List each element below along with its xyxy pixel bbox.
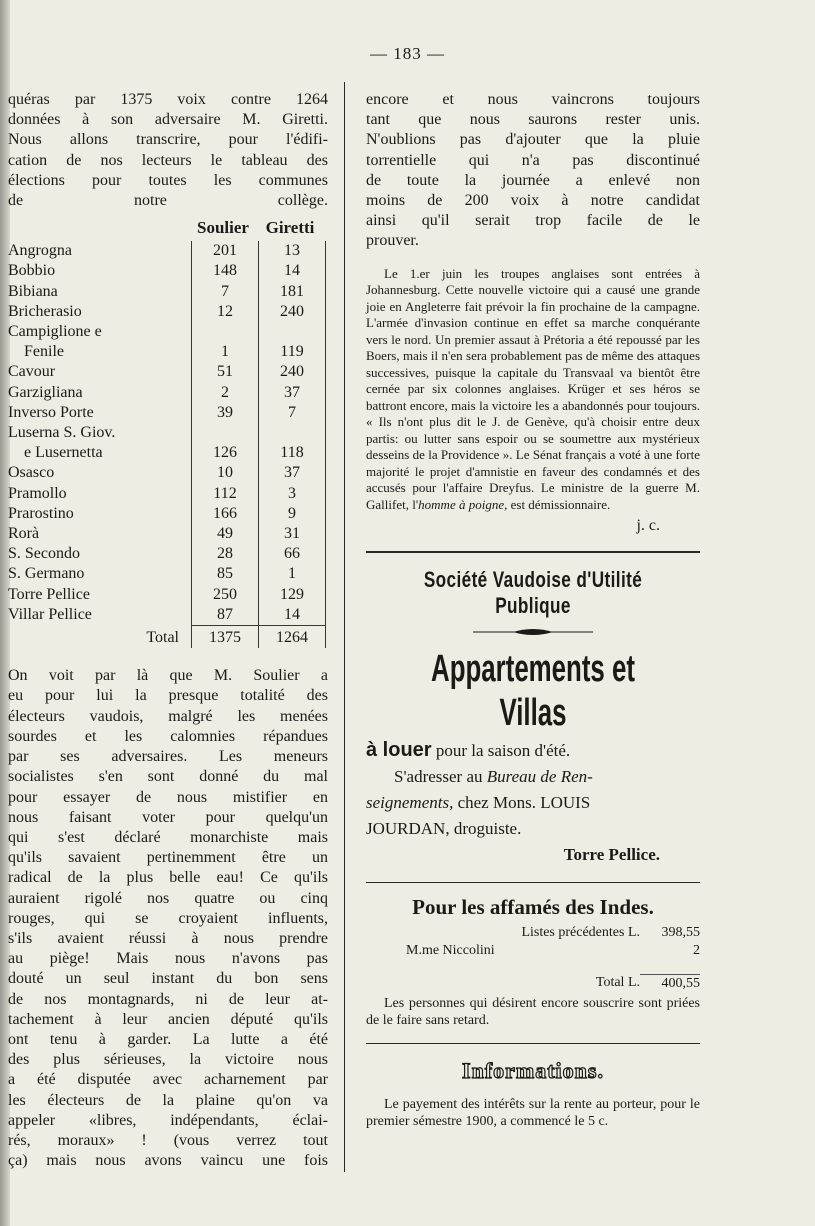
commune-name: e Lusernetta [8, 444, 103, 462]
soulier-votes: 1 [192, 342, 259, 362]
text-line: les électeurs de la plaine qu'on va [8, 1091, 328, 1109]
text-line: rouges, qui se croyaient influents, [8, 909, 328, 927]
text-line: douté un seul instant du bon sens [8, 970, 328, 988]
text-line: prouver. [366, 232, 419, 250]
giretti-votes: 66 [259, 544, 326, 564]
soulier-votes: 126 [192, 443, 259, 463]
famine-total-label: Total L. [595, 975, 640, 991]
giretti-votes: 37 [259, 383, 326, 403]
text-line: ainsi qu'il serait trop facile de le [366, 212, 700, 230]
ad-line-2-italic: Bureau de Ren- [486, 767, 593, 787]
text-line: sourdes et les calomnies répandues [8, 727, 328, 745]
commune-name: S. Germano [8, 565, 85, 583]
text-line: tachement à leur ancien député qu'ils [8, 1010, 328, 1028]
text-line: appeler «libres, indépendants, éclai- [8, 1111, 328, 1129]
info-paragraph: Le payement des intérêts sur la rente au porteur, pour le premier sémestre 1900, a commencé le 5 c. [366, 1097, 700, 1130]
ad-line-3 [366, 792, 700, 814]
giretti-votes: 119 [259, 342, 326, 362]
commune-name: Bibiana [8, 282, 58, 300]
text-line: eu pour lui la presque totalité des [8, 687, 328, 705]
text-line: auraient rigolé nos quatre ou cinq [8, 889, 328, 907]
giretti-votes: 181 [259, 282, 326, 302]
list-item-value: 398,55 [661, 925, 700, 941]
total-giretti: 1264 [259, 626, 326, 649]
table-row [8, 585, 326, 605]
giretti-votes [259, 423, 326, 443]
giretti-votes [259, 322, 326, 342]
ornament-divider [473, 627, 593, 637]
commune-name: Osasco [8, 464, 55, 482]
famine-list [366, 924, 700, 960]
section-rule [366, 551, 700, 553]
right-column [366, 90, 700, 1130]
column-divider [344, 82, 345, 1172]
soulier-votes: 250 [192, 585, 259, 605]
table-row [8, 484, 326, 504]
table-row [8, 463, 326, 483]
giretti-votes: 118 [259, 443, 326, 463]
soulier-votes: 12 [192, 302, 259, 322]
text-line: élections pour toutes les communes [8, 171, 328, 189]
table-row [8, 342, 326, 362]
table-row [8, 322, 326, 342]
list-item-value: 2 [693, 943, 700, 959]
text-line: au piège! Mais nous n'avons pas [8, 950, 328, 968]
table-row [8, 241, 326, 261]
text-line: moins de 200 voix à notre candidat [366, 192, 700, 210]
ad-line-1 [366, 739, 700, 762]
section-rule-3 [366, 1043, 700, 1044]
total-label: Total [146, 628, 179, 646]
commune-name: Cavour [8, 363, 56, 381]
text-line: ça) mais nous avons vaincu une fois [8, 1152, 328, 1170]
table-row [8, 403, 326, 423]
total-soulier: 1375 [192, 626, 259, 649]
text-line: de notre collège. [8, 192, 328, 210]
soulier-votes: 28 [192, 544, 259, 564]
giretti-votes: 7 [259, 403, 326, 423]
ad-headline: Appartements et Villas [431, 648, 635, 735]
giretti-votes: 14 [259, 605, 326, 626]
text-line: par ses adversaires. Les meneurs [8, 748, 328, 766]
giretti-votes: 240 [259, 302, 326, 322]
col-header-giretti: Giretti [265, 218, 315, 238]
soulier-votes: 51 [192, 362, 259, 382]
ad-line-3-italic: seignements, [366, 793, 454, 813]
ad-line-3-rest: chez Mons. LOUIS [453, 793, 591, 813]
commune-name: Bobbio [8, 262, 56, 280]
text-line: qu'ils savaient pertinemment être un [8, 849, 328, 867]
commune-name: Campiglione e [8, 323, 102, 341]
giretti-votes: 13 [259, 241, 326, 261]
text-line: de toute la journée a enlevé non [366, 171, 700, 189]
text-line: encore et nous vaincrons toujours [366, 91, 700, 108]
table-row [8, 423, 326, 443]
table-row [8, 564, 326, 584]
famine-total-value: 400,55 [640, 974, 700, 993]
table-row [8, 605, 326, 626]
table-row [8, 261, 326, 281]
commune-name: Pramollo [8, 484, 67, 502]
col-header-soulier: Soulier [197, 218, 249, 238]
ad-bold-text: à louer [366, 739, 432, 762]
section-rule-2 [366, 882, 700, 883]
news-text: Le 1.er juin les troupes anglaises sont entrées à Johannesburg. Cette nouvelle victoire qui a causé une grande joie en Angleterre fait prévoir la fin prochaine de la campagne. L'armée d'invasion continue en effet sa marche conquérante vers le nord. Un premier assaut à Prétoria a été repoussé par les Boers, mais il n'en sera probablement pas de même des attaques successives, puisque la capitale du Transvaal va bientôt être cernée par six colonnes anglaises. Krüger et ses héros se battront encore, mais la victoire les a abandonnés pour toujours. « Ils n'ont plus dit le J. de Genève, qu'à choisir entre deux partis: ou lutter sans espoir ou se soumettre aux mystérieux desseins de la Providence ». Le Sénat français a voté à une forte majorité le projet d'amnistie en faveur des condamnés et des accusés pour l'affaire Dreyfus. Le ministre de la guerre M. Gallifet, l' [366, 265, 700, 512]
soulier-votes: 49 [192, 524, 259, 544]
text-line: radical de la plus belle eau! Ce qu'ils [8, 869, 328, 887]
giretti-votes: 129 [259, 585, 326, 605]
table-row [8, 282, 326, 302]
famine-title: Pour les affamés des Indes. [412, 895, 654, 920]
soulier-votes: 7 [192, 282, 259, 302]
text-line: s'ils avaient réussi à nous prendre [8, 929, 328, 947]
commune-name: Angrogna [8, 242, 72, 260]
giretti-votes: 9 [259, 504, 326, 524]
body-text [8, 666, 328, 1171]
commune-name: S. Secondo [8, 545, 80, 563]
table-row [8, 544, 326, 564]
commune-name: Prarostino [8, 504, 74, 522]
commune-name: Inverso Porte [8, 403, 94, 421]
left-column [8, 90, 328, 1171]
commune-name: Villar Pellice [8, 606, 92, 624]
famine-total [366, 974, 700, 993]
giretti-votes: 37 [259, 463, 326, 483]
text-line: On voit par là que M. Soulier a [8, 667, 328, 685]
text-line: qui s'est déclaré monarchiste mais [8, 828, 328, 846]
commune-name: Torre Pellice [8, 585, 90, 603]
text-line: ont tenu à garder. La lutte a été [8, 1030, 328, 1048]
text-line: rés, moraux» ! (vous verrez tout [8, 1131, 328, 1149]
soulier-votes: 2 [192, 383, 259, 403]
text-line: quéras par 1375 voix contre 1264 [8, 91, 328, 108]
soulier-votes: 166 [192, 504, 259, 524]
soulier-votes: 10 [192, 463, 259, 483]
ad-line-1-rest: pour la saison d'été. [431, 741, 571, 761]
text-line: de nos montagnards, ni de leur at- [8, 990, 328, 1008]
list-item-label: Listes précédentes L. [521, 925, 640, 941]
text-line: pour essayer de nous mistifier en [8, 788, 328, 806]
list-item-label: M.me Niccolini [406, 943, 495, 959]
table-row [8, 524, 326, 544]
commune-name: Rorà [8, 525, 40, 543]
giretti-votes: 3 [259, 484, 326, 504]
table-total-row [8, 626, 326, 649]
text-line: cation de nos lecteurs le tableau des [8, 151, 328, 169]
text-line: a été disputée avec acharnement par [8, 1071, 328, 1089]
intro-text [8, 90, 328, 211]
signature: j. c. [636, 517, 660, 535]
ad-line-5: Torre Pellice. [563, 845, 660, 865]
table-row [8, 362, 326, 382]
text-line: données à son adversaire M. Giretti. [8, 111, 328, 129]
news-italic: homme à poigne [418, 496, 505, 512]
list-item [366, 924, 700, 942]
table-row [8, 302, 326, 322]
page-number: — 183 — [370, 44, 445, 63]
continued-text [366, 90, 700, 252]
table-row [8, 443, 326, 463]
text-line: torrentielle qui n'a pas discontinué [366, 151, 700, 169]
text-line: nous faisant voter pour quelqu'un [8, 808, 328, 826]
commune-name: Garzigliana [8, 383, 83, 401]
giretti-votes: 14 [259, 261, 326, 281]
ad-line-2 [366, 766, 700, 788]
soulier-votes [192, 423, 259, 443]
soulier-votes: 85 [192, 564, 259, 584]
news-paragraph [366, 266, 700, 514]
ad-organization: Société Vaudoise d'Utilité Publique [423, 567, 643, 619]
soulier-votes: 87 [192, 605, 259, 626]
text-line: Nous allons transcrire, pour l'édifi- [8, 131, 328, 149]
commune-name: Fenile [8, 343, 64, 361]
soulier-votes: 39 [192, 403, 259, 423]
text-line: N'oublions pas d'ajouter que la pluie [366, 131, 700, 149]
election-results-table [8, 217, 326, 648]
giretti-votes: 1 [259, 564, 326, 584]
text-line: socialistes s'en sont donné du mal [8, 768, 328, 786]
giretti-votes: 31 [259, 524, 326, 544]
info-title: Informations. [462, 1058, 604, 1084]
list-item [366, 942, 700, 960]
text-line: tant que nous saurons rester unis. [366, 111, 700, 129]
soulier-votes: 112 [192, 484, 259, 504]
table-row [8, 383, 326, 403]
ad-line-2a: S'adresser au [394, 767, 487, 787]
soulier-votes: 148 [192, 261, 259, 281]
text-line: électeurs vaudois, malgré les menées [8, 707, 328, 725]
table-row [8, 504, 326, 524]
news-end: , est démissionnaire. [504, 496, 611, 512]
famine-note: Les personnes qui désirent encore souscrire sont priées de le faire sans retard. [366, 996, 700, 1029]
ad-line-4: JOURDAN, droguiste. [366, 819, 522, 839]
soulier-votes: 201 [192, 241, 259, 261]
text-line: des plus sérieuses, la victoire nous [8, 1051, 328, 1069]
soulier-votes [192, 322, 259, 342]
giretti-votes: 240 [259, 362, 326, 382]
commune-name: Luserna S. Giov. [8, 424, 116, 442]
table-header-row [8, 217, 326, 241]
commune-name: Bricherasio [8, 302, 82, 320]
